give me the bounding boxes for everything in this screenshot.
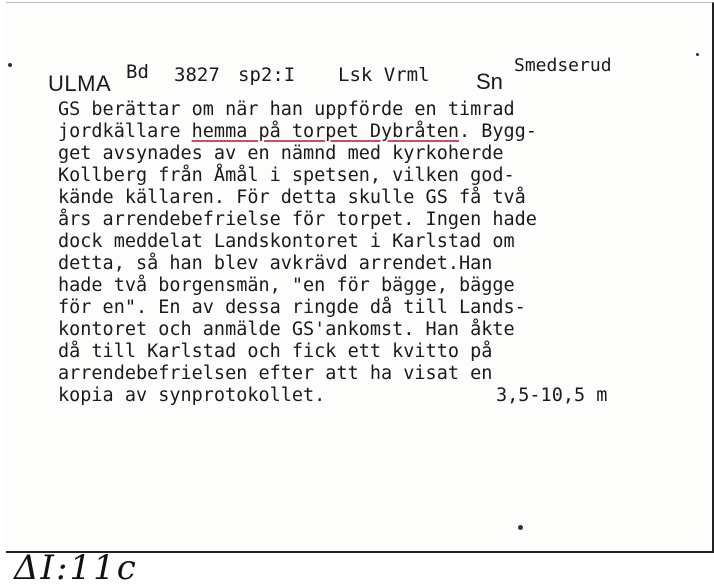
archive-code: ULMA <box>48 71 112 96</box>
district: Lsk Vrml <box>338 64 430 86</box>
parish-name: Smedserud <box>514 55 612 76</box>
text-line: get avsynades av en nämnd med kyrkoherde <box>58 143 504 164</box>
handwritten-note: ΔI:11c <box>14 548 138 588</box>
text-line: hade två borgensmän, "en för bägge, bägge <box>58 275 515 296</box>
text-line: kopia av synprotokollet. <box>58 385 326 406</box>
text-line: då till Karlstad och fick ett kvitto på <box>58 341 493 362</box>
text-line: kontoret och anmälde GS'ankomst. Han åkte <box>58 319 515 340</box>
text-line: GS berättar om när han uppförde en timrad <box>58 99 515 120</box>
text-line: för en". En av dessa ringde då till Lands- <box>58 297 526 318</box>
underlined-place: hemma på torpet Dybråten <box>191 121 459 142</box>
speck-mark <box>518 525 523 530</box>
speck-mark <box>696 53 699 56</box>
text-line: års arrendebefrielse för torpet. Ingen hade <box>58 209 537 230</box>
volume-label: Bd <box>126 61 149 83</box>
measurement: 3,5-10,5 m <box>496 385 608 406</box>
record-number: 3827 <box>174 64 220 86</box>
speck-mark <box>8 63 12 67</box>
page-reference: sp2:I <box>238 64 296 86</box>
text-line: detta, så han blev avkrävd arrendet.Han <box>58 253 493 274</box>
text-line: kände källaren. För detta skulle GS få två <box>58 187 526 208</box>
card-header <box>48 55 688 103</box>
index-card <box>6 2 714 553</box>
text-line: arrendebefrielsen efter att ha visat en <box>58 363 493 384</box>
parish-label: Sn <box>476 69 503 94</box>
text-line: jordkällare hemma på torpet Dybråten. Bygg- <box>58 121 537 142</box>
text-line: Kollberg från Åmål i spetsen, vilken god- <box>58 165 515 186</box>
text-line: dock meddelat Landskontoret i Karlstad om <box>58 231 515 252</box>
